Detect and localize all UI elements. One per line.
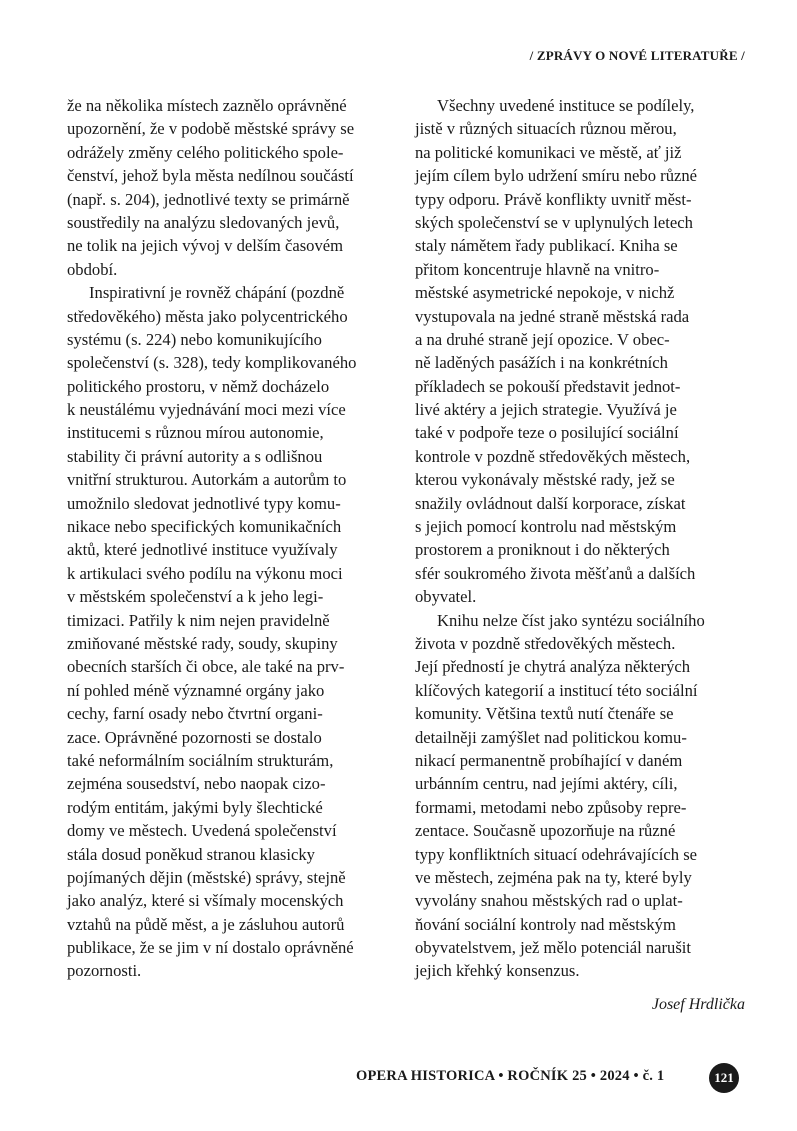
text-line: Inspirativní je rovněž chápání (pozdně [89, 283, 345, 303]
text-line: Všechny uvedené instituce se podílely, [437, 96, 695, 115]
text-line: zmiňované městské rady, soudy, skupiny [67, 633, 338, 653]
text-line: systému (s. 224) nebo komunikujícího [67, 329, 322, 349]
text-line: jejich křehký konsenzus. [415, 961, 580, 981]
text-line: vystupovala na jedné straně městská rada [415, 306, 690, 326]
text-line: nikací permanentně probíhající v daném [415, 750, 683, 770]
text-line: cechy, farní osady nebo čtvrtní organi- [67, 704, 323, 724]
text-line: jako analýz, které si všímaly mocenských [67, 891, 344, 911]
text-line: vnitřní strukturou. Autorkám a autorům to [67, 470, 347, 490]
text-line: života v pozdně středověkých městech. [415, 633, 676, 653]
text-line: obyvatelstvem, jež mělo potenciál narušit [415, 938, 692, 958]
text-line: obyvatel. [415, 587, 477, 607]
text-line: vztahů na půdě měst, a je zásluhou autorů [67, 914, 345, 934]
text-line: institucemi s různou mírou autonomie, [67, 423, 324, 443]
text-line: středověkého) města jako polycentrického [67, 306, 348, 326]
text-line: jejím cílem bylo udržení smíru nebo různé [415, 166, 698, 186]
text-line: komunity. Většina textů nutí čtenáře se [415, 704, 674, 724]
text-line: detailněji zamýšlet nad politickou komu- [415, 727, 687, 747]
text-line: ne tolik na jejich vývoj v delším časovém [67, 236, 344, 256]
right-text-column [415, 94, 737, 983]
text-line: domy ve městech. Uvedená společenství [67, 821, 337, 841]
journal-footer: OPERA HISTORICA • ROČNÍK 25 • 2024 • č. 1 [356, 1068, 665, 1084]
text-line: také neformálním sociálním strukturám, [67, 750, 334, 770]
text-line: k artikulaci svého podílu na výkonu moci [67, 563, 343, 583]
text-line: rodým entitám, jakými byly šlechtické [67, 797, 323, 817]
text-line: nikace nebo specifických komunikačních [67, 517, 342, 537]
text-line: městské asymetrické nepokoje, v nichž [415, 283, 675, 303]
text-line: typy konfliktních situací odehrávajících se [415, 844, 698, 864]
text-line: ských společenství se v uplynulých letech [415, 212, 693, 232]
text-line: pozornosti. [67, 961, 142, 981]
page-number-badge: 121 [709, 1063, 739, 1093]
text-line: v městském společenství a k jeho legi- [67, 587, 324, 607]
text-line: s jejich pomocí kontrolu nad městským [415, 517, 677, 537]
text-line: k neustálému vyjednávání moci mezi více [67, 400, 346, 420]
text-line: že na několika místech zaznělo oprávněné [67, 96, 347, 115]
text-line: snažily ovládnout další korporace, získat [415, 493, 686, 513]
text-line: urbánním centru, nad jejími aktéry, cíli, [415, 774, 678, 794]
text-line: kterou vykonávaly městské rady, jež se [415, 470, 675, 490]
text-line: a na druhé straně její opozice. V obec- [415, 329, 670, 349]
text-line: zace. Oprávněné pozornosti se dostalo [67, 727, 322, 747]
text-line: upozornění, že v podobě městské správy se [67, 119, 355, 139]
text-line: formami, metodami nebo způsoby repre- [415, 797, 687, 817]
text-line: livé aktéry a jejich strategie. Využívá je [415, 400, 677, 420]
text-line: společenství (s. 328), tedy komplikovaného [67, 353, 357, 373]
running-head: / ZPRÁVY O NOVÉ LITERATUŘE / [529, 48, 745, 63]
text-line: soustředily na analýzu sledovaných jevů, [67, 212, 340, 232]
text-line: obecních starších či obce, ale také na prv- [67, 657, 345, 677]
text-line: jistě v různých situacích různou měrou, [415, 119, 677, 139]
text-line: zejména sousedství, nebo naopak cizo- [67, 774, 326, 794]
text-line: aktů, které jednotlivé instituce využívaly [67, 540, 338, 560]
text-line: timizaci. Patřily k nim nejen pravidelně [67, 610, 330, 630]
text-line: vyvolány snahou městských rad o uplat- [415, 891, 683, 911]
text-line: odrážely změny celého politického spole- [67, 142, 344, 162]
text-line: příkladech se pokouší představit jednot- [415, 376, 681, 396]
text-line: Knihu nelze číst jako syntézu sociálního [437, 610, 705, 630]
text-line: ní pohled méně významné orgány jako [67, 680, 325, 700]
text-line: kontrole v pozdně středověkých městech, [415, 446, 691, 466]
text-line: umožnilo sledovat jednotlivé typy komu- [67, 493, 341, 513]
text-line: ňování sociální kontroly nad městským [415, 914, 676, 934]
text-line: období. [67, 259, 118, 279]
text-line: staly námětem řady publikací. Kniha se [415, 236, 678, 256]
text-line: stála dosud poněkud stranou klasicky [67, 844, 315, 864]
text-line: na politické komunikaci ve městě, ať již [415, 142, 682, 162]
text-line: pojímaných dějin (městské) správy, stejně [67, 867, 346, 887]
author-signature: Josef Hrdlička [651, 996, 745, 1013]
text-line: publikace, že se jim v ní dostalo oprávněné [67, 938, 354, 958]
text-line: čenství, jehož byla města nedílnou součástí [67, 166, 354, 186]
text-line: politického prostoru, v němž docházelo [67, 376, 330, 396]
text-line: ně laděných pasážích i na konkrétních [415, 353, 668, 373]
text-line: Její předností je chytrá analýza některých [415, 657, 691, 677]
text-line: zentace. Současně upozorňuje na různé [415, 821, 676, 841]
text-line: prostorem a proniknout i do některých [415, 540, 670, 560]
text-line: ve městech, zejména pak na ty, které byly [415, 867, 692, 887]
text-line: klíčových kategorií a institucí této sociální [415, 680, 698, 700]
text-line: sfér soukromého života měšťanů a dalších [415, 563, 696, 583]
left-text-column [67, 94, 389, 983]
text-line: také v podpoře teze o posilující sociální [415, 423, 679, 443]
text-line: stability či právní autority a s odlišnou [67, 446, 323, 466]
text-line: (např. s. 204), jednotlivé texty se primárně [67, 189, 350, 209]
text-line: přitom koncentruje hlavně na vnitro- [415, 259, 660, 279]
text-line: typy odporu. Právě konflikty uvnitř měst- [415, 189, 692, 209]
